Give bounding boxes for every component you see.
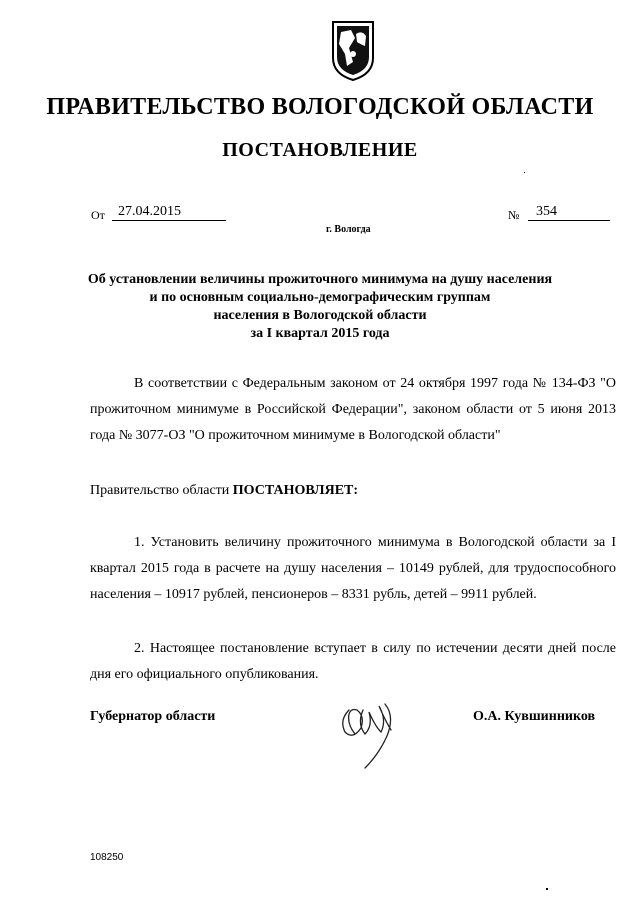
document-number: 354 [528,203,610,221]
government-verb: ПОСТАНОВЛЯЕТ: [232,483,359,498]
document-type: ПОСТАНОВЛЕНИЕ [222,139,418,161]
scan-speck [524,172,525,173]
document-subject [60,271,580,343]
subject-line: населения в Вологодской области [213,308,427,323]
government-prefix: Правительство области [90,483,233,498]
organization-title: ПРАВИТЕЛЬСТВО ВОЛОГОДСКОЙ ОБЛАСТИ [46,94,594,120]
signer-name: О.А. Кувшинников [473,709,596,724]
item-1-paragraph: 1. Установить величину прожиточного минимума в Вологодской области за I квартал 2015 года в расчете на душу населения – 10149 рублей, для трудоспособного населения – 10917 рублей, пенсионеров – 8331 рубль, детей – 9911 рублей. [90,535,616,602]
document-date: 27.04.2015 [112,203,226,221]
handwritten-signature-icon [335,690,405,772]
subject-line: и по основным социально-демографическим группам [149,290,491,305]
item-2-paragraph: 2. Настоящее постановление вступает в силу по истечении десяти дней после дня его официального опубликования. [90,641,616,682]
preamble-paragraph: В соответствии с Федеральным законом от 24 октября 1997 года № 134-ФЗ "О прожиточном минимуме в Российской Федерации", законом области от 5 июня 2013 года № 3077-ОЗ "О прожиточном минимуме в Вологодской области" [90,376,616,443]
document-code: 108250 [90,852,124,863]
scan-speck [546,888,548,890]
subject-line: за I квартал 2015 года [250,326,390,341]
government-resolves [90,478,616,504]
city: г. Вологда [326,224,371,235]
subject-line: Об установлении величины прожиточного минимума на душу населения [87,272,553,287]
date-label: От [91,208,105,222]
vologda-coat-of-arms-icon [329,18,377,82]
signer-position: Губернатор области [90,709,216,724]
number-label: № [508,208,520,222]
